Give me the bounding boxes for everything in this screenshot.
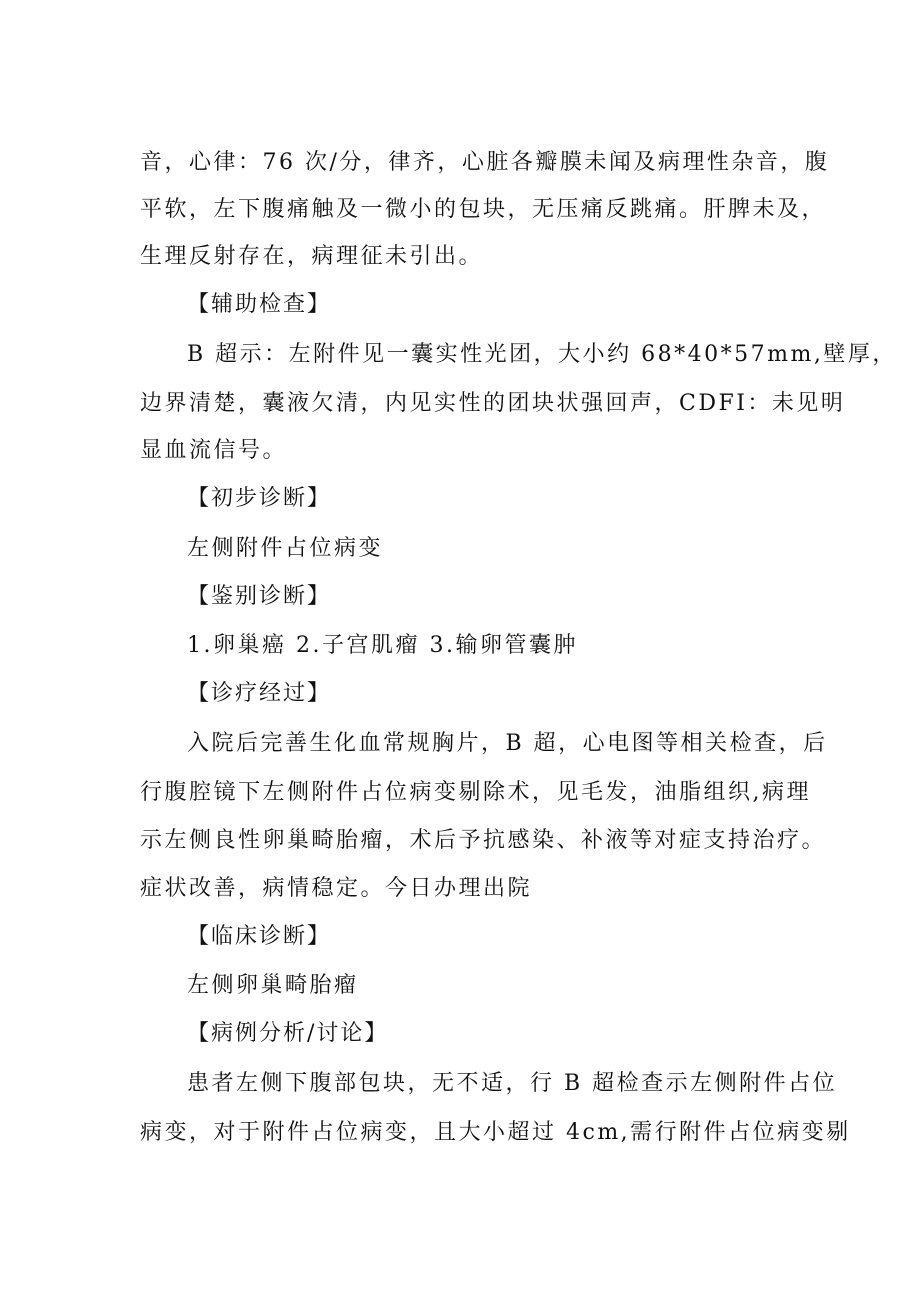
case-analysis-heading: 【病例分析/讨论】 — [187, 1021, 389, 1046]
case-analysis-line-2: 病变，对于附件占位病变，且大小超过 4cm,需行附件占位病变剔 — [140, 1120, 851, 1145]
exam-text-line-1: 音，心律：76 次/分，律齐，心脏各瓣膜未闻及病理性杂音，腹 — [140, 150, 830, 175]
treatment-course-line-1: 入院后完善生化血常规胸片，B 超，心电图等相关检查，后 — [187, 731, 828, 756]
treatment-course-line-4: 症状改善，病情稳定。今日办理出院 — [140, 876, 533, 901]
exam-text-line-3: 生理反射存在，病理征未引出。 — [140, 244, 484, 269]
clinical-diagnosis-text: 左侧卵巢畸胎瘤 — [187, 973, 359, 998]
auxiliary-exam-line-2: 边界清楚，囊液欠清，内见实性的团块状强回声，CDFI：未见明 — [140, 391, 846, 416]
differential-diagnosis-heading: 【鉴别诊断】 — [187, 584, 332, 609]
preliminary-diagnosis-text: 左侧附件占位病变 — [187, 536, 384, 561]
clinical-diagnosis-heading: 【临床诊断】 — [187, 924, 332, 949]
auxiliary-exam-heading: 【辅助检查】 — [187, 292, 332, 317]
auxiliary-exam-line-3: 显血流信号。 — [140, 438, 288, 463]
preliminary-diagnosis-heading: 【初步诊断】 — [187, 486, 332, 511]
differential-diagnosis-text: 1.卵巢癌 2.子宫肌瘤 3.输卵管囊肿 — [187, 633, 578, 658]
treatment-course-line-2: 行腹腔镜下左侧附件占位病变剔除术，见毛发，油脂组织,病理 — [140, 780, 811, 805]
exam-text-line-2: 平软，左下腹痛触及一微小的包块，无压痛反跳痛。肝脾未及， — [140, 197, 827, 222]
treatment-course-line-3: 示左侧良性卵巢畸胎瘤，术后予抗感染、补液等对症支持治疗。 — [140, 828, 827, 853]
treatment-course-heading: 【诊疗经过】 — [187, 681, 332, 706]
auxiliary-exam-line-1: B 超示：左附件见一囊实性光团，大小约 68*40*57mm,壁厚， — [187, 342, 897, 367]
case-analysis-line-1: 患者左侧下腹部包块，无不适，行 B 超检查示左侧附件占位 — [187, 1071, 838, 1096]
